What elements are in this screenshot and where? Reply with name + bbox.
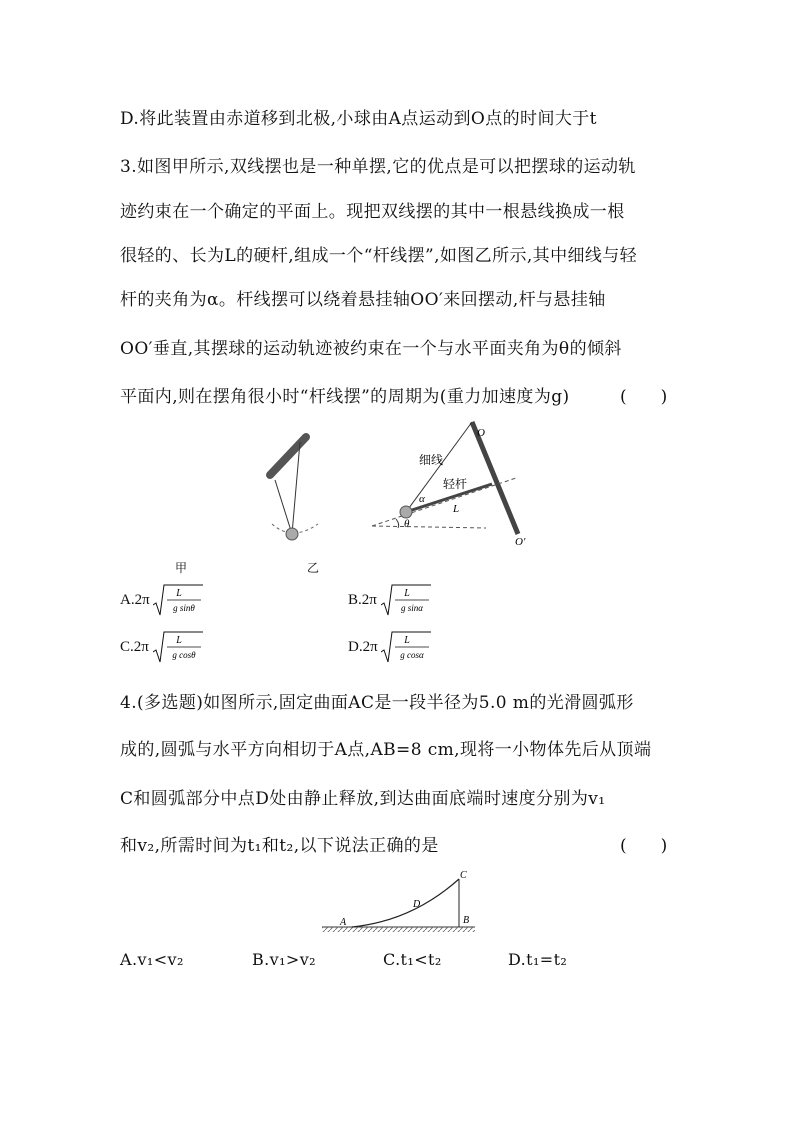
label-B: B bbox=[463, 915, 470, 926]
caption-jia: 甲 bbox=[175, 561, 188, 575]
figure-jia bbox=[270, 437, 318, 540]
radical-sign bbox=[381, 630, 431, 664]
fraction-numerator: L bbox=[175, 635, 182, 646]
q3-stem-line-2: 迹约束在一个确定的平面上。现把双线摆的其中一根悬线换成一根 bbox=[120, 202, 625, 222]
fraction-denominator: g sinα bbox=[400, 603, 423, 613]
fraction-denominator: g cosθ bbox=[171, 650, 196, 660]
label-theta: θ bbox=[404, 518, 410, 530]
fraction-denominator: g cosα bbox=[400, 650, 425, 660]
label-O: O bbox=[477, 427, 485, 439]
q3-stem-line-1: 3.如图甲所示,双线摆也是一种单摆,它的优点是可以把摆球的运动轨 bbox=[120, 157, 636, 177]
label-light-rod: 轻杆 bbox=[443, 477, 468, 491]
option-label: D.2π bbox=[348, 638, 378, 655]
q3-option-b bbox=[348, 583, 431, 617]
q3-option-c bbox=[120, 630, 203, 664]
label-A: A bbox=[340, 917, 347, 928]
q2-option-d: D.将此装置由赤道移到北极,小球由A点运动到O点的时间大于t bbox=[120, 109, 597, 129]
label-thin-line: 细线 bbox=[419, 453, 444, 467]
q4-stem-line-3: C和圆弧部分中点D处由静止释放,到达曲面底端时速度分别为v₁ bbox=[120, 789, 606, 809]
label-D: D bbox=[413, 899, 421, 910]
option-label: A.2π bbox=[120, 591, 150, 608]
q4-stem-line-2: 成的,圆弧与水平方向相切于A点,AB=8 cm,现将一小物体先后从顶端 bbox=[120, 740, 652, 760]
q3-answer-paren: ( ) bbox=[620, 387, 668, 407]
caption-yi: 乙 bbox=[307, 561, 320, 575]
q4-stem-line-1: 4.(多选题)如图所示,固定曲面AC是一段半径为5.0 m的光滑圆弧形 bbox=[120, 693, 634, 713]
option-label: B.2π bbox=[348, 591, 377, 608]
q3-option-a bbox=[120, 583, 203, 617]
q3-stem-line-6: 平面内,则在摆角很小时“杆线摆”的周期为(重力加速度为g) bbox=[120, 387, 570, 407]
q4-stem-line-4: 和v₂,所需时间为t₁和t₂,以下说法正确的是 bbox=[120, 836, 439, 856]
q4-option-a: A.v₁<v₂ bbox=[120, 950, 184, 969]
figure-pendulums bbox=[0, 414, 794, 584]
option-label: C.2π bbox=[120, 638, 149, 655]
fraction-numerator: L bbox=[176, 588, 183, 599]
fraction-denominator: g sinθ bbox=[173, 603, 196, 613]
q3-option-d bbox=[348, 630, 431, 664]
q3-stem-line-5: OO′垂直,其摆球的运动轨迹被约束在一个与水平面夹角为θ的倾斜 bbox=[120, 339, 622, 359]
fraction-numerator: L bbox=[403, 588, 410, 599]
label-alpha: α bbox=[419, 493, 425, 505]
q3-stem-line-4: 杆的夹角为α。杆线摆可以绕着悬挂轴OO′来回摆动,杆与悬挂轴 bbox=[120, 290, 606, 310]
fraction-numerator: L bbox=[404, 635, 411, 646]
q3-stem-line-3: 很轻的、长为L的硬杆,组成一个“杆线摆”,如图乙所示,其中细线与轻 bbox=[120, 246, 638, 266]
q4-answer-paren: ( ) bbox=[620, 836, 668, 856]
label-L: L bbox=[453, 503, 460, 515]
figure-yi bbox=[372, 422, 526, 548]
label-O-prime: O′ bbox=[515, 536, 526, 548]
radical-sign bbox=[153, 583, 203, 617]
label-C: C bbox=[460, 870, 467, 881]
radical-sign bbox=[381, 583, 431, 617]
arc-curve bbox=[352, 879, 459, 927]
q4-option-d: D.t₁=t₂ bbox=[508, 950, 568, 969]
q4-option-b: B.v₁>v₂ bbox=[252, 950, 316, 969]
q4-option-c: C.t₁<t₂ bbox=[383, 950, 442, 969]
figure-arc bbox=[0, 865, 794, 945]
radical-sign bbox=[153, 630, 203, 664]
